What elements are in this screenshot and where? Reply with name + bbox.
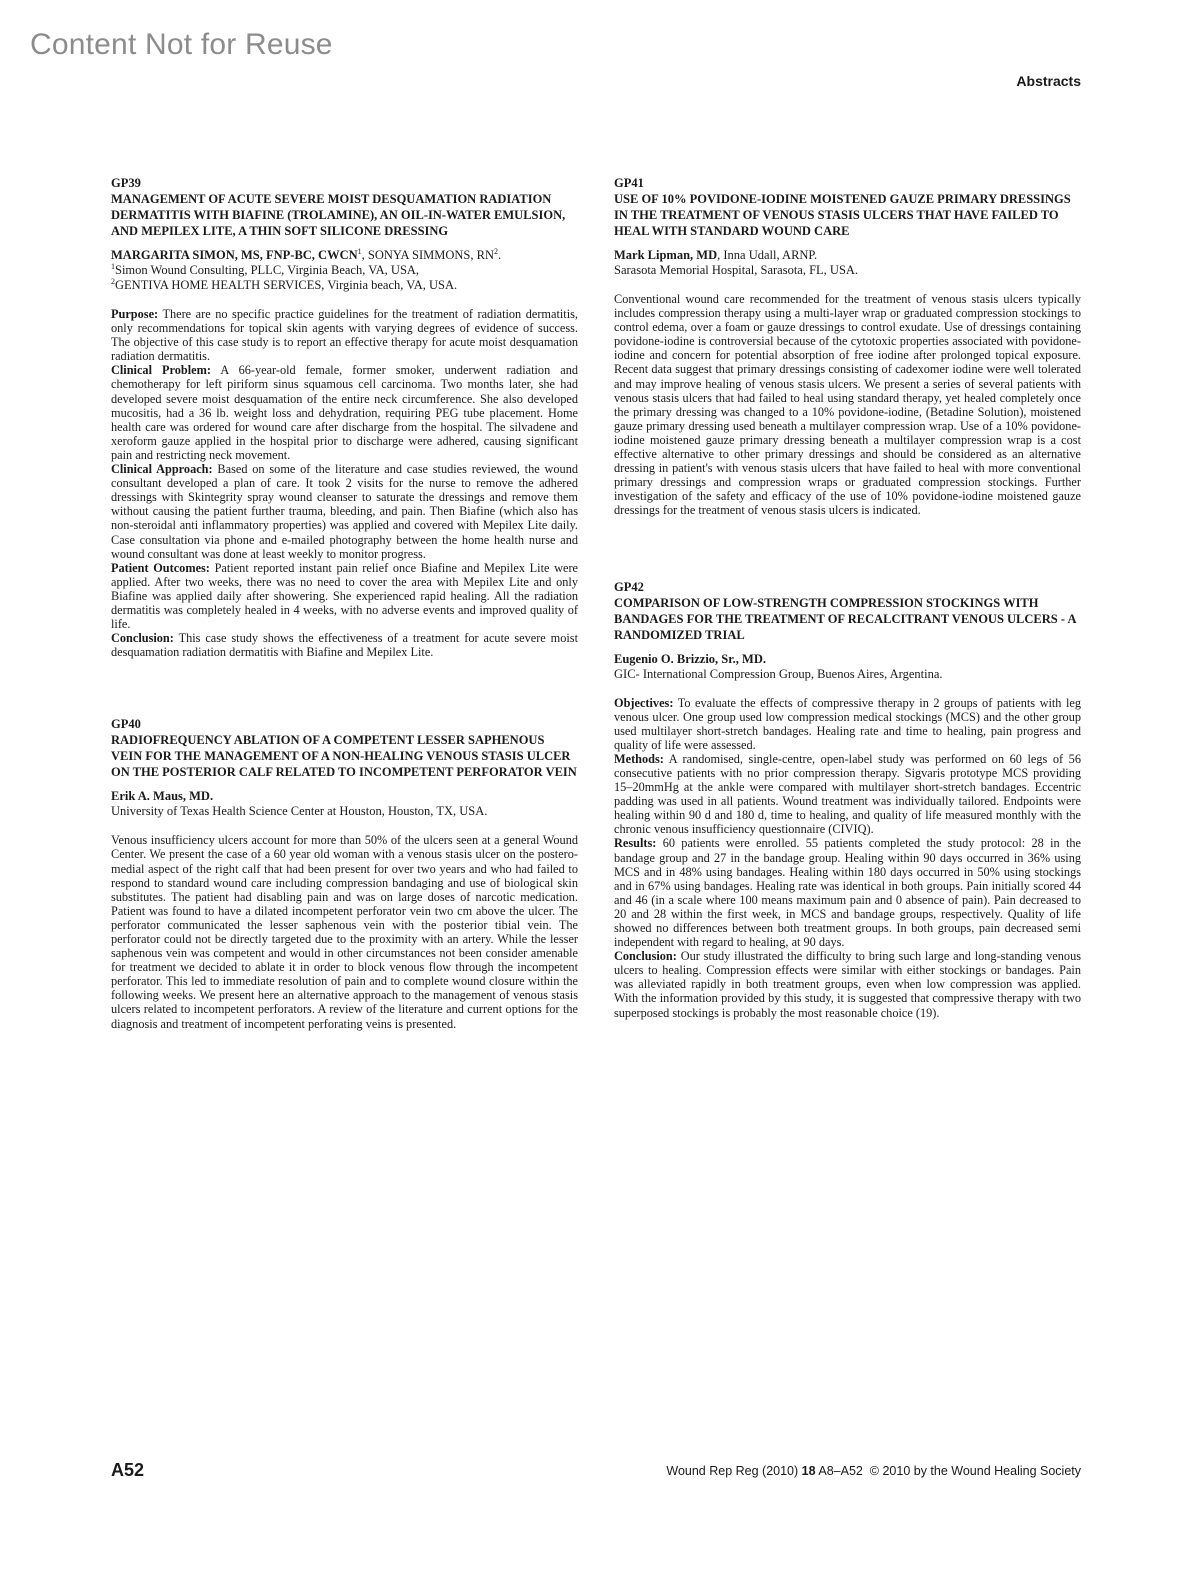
author-list <box>614 247 1081 263</box>
abstract-title: USE OF 10% POVIDONE-IODINE MOISTENED GAUZE PRIMARY DRESSINGS IN THE TREATMENT OF VENOUS STASIS ULCERS THAT HAVE FAILED TO HEAL WITH STANDARD WOUND CARE <box>614 192 1071 238</box>
section-label: Clinical Problem: <box>111 363 211 378</box>
author-list: MARGARITA SIMON, MS, FNP-BC, CWCN$^1$, SONYA SIMMONS, $RN^2$. <box>111 246 502 262</box>
affiliation: $^2$GENTIVA HOME HEALTH SERVICES, Virginia beach, VA, USA. <box>111 276 458 292</box>
right-column <box>614 176 1081 1020</box>
section-label: Patient Outcomes: <box>111 560 210 575</box>
author-list <box>614 651 1081 667</box>
abstract-body <box>111 833 578 1030</box>
section-text: Patient reported instant pain relief once Biafine and Mepilex Lite were applied. After two weeks, there was no need to cover the area with Mepilex Lite and only Biafine was applied daily after showering. She experienced rapid healing. All the radiation dermatitis was completely healed in 4 weeks, with no adverse events and improved quality of life. <box>111 560 578 632</box>
affiliation-marker: 1 <box>357 246 362 256</box>
abstract-gp41 <box>614 176 1081 518</box>
author-name: Mark Lipman, MD <box>614 248 718 262</box>
abstract-body <box>614 696 1081 1020</box>
abstract-gp39 <box>111 176 578 659</box>
section-label: Results: <box>614 836 657 851</box>
affiliation-marker: 2 <box>493 246 498 256</box>
abstract-gp40 <box>111 717 578 1030</box>
section-label: Objectives: <box>614 695 674 710</box>
section-text: There are no specific practice guidelines for the treatment of radiation dermatitis, only recommendations for topical skin agents with varying degrees of evidence of success. The objective of this case study is to report an effective therapy for acute moist desquamation radiation dermatitis. <box>111 307 578 364</box>
section-text: A 66-year-old female, former smoker, underwent radiation and chemotherapy for left piriform sinus squamous cell carcinoma. Two months later, she had developed severe moist desquamation of the entire neck circumference. She also developed mucositis, had a 36 lb. weight loss and dehydration, requiring PEG tube placement. Home health care was ordered for wound care after discharge from the hospital. The silvadene and xeroform gauze applied in the hospital prior to discharge were adhered, causing significant pain and restricting neck movement. <box>111 363 578 462</box>
affiliation: Sarasota Memorial Hospital, Sarasota, FL, USA. <box>614 263 859 277</box>
abstract-id: GP42 <box>614 579 644 594</box>
author-name: Eugenio O. Brizzio, Sr., MD. <box>614 651 766 666</box>
left-column <box>111 176 578 1031</box>
author-name: Erik A. Maus, MD. <box>111 789 214 804</box>
section-text: 60 patients were enrolled. 55 patients completed the study protocol: 28 in the bandage group and 27 in the bandage group. Healing within 90 days occurred in 36% using MCS and in 48% using bandages. Healing within 180 days occurred in 50% using stockings and in 67% using bandages. Healing rate was identical in both groups. Pain initially scored 44 and 46 (in a scale where 100 means maximum pain and 0 absence of pain). Pain decreased to 20 and 28 within the first week, in MCS and bandage groups, respectively. Quality of life showed no differences between both treatment groups. In both groups, pain decreased semi independent with regard to healing, at 90 days. <box>614 836 1082 950</box>
section-label: Purpose: <box>111 307 159 321</box>
section-label: Conclusion: <box>614 949 677 964</box>
section-text: This case study shows the effectiveness of a treatment for acute severe moist desquamation radiation dermatitis with Biafine and Mepilex Lite. <box>111 631 578 660</box>
author-name: , Inna Udall, ARNP. <box>717 248 818 262</box>
author-list <box>111 788 578 804</box>
section-text: Our study illustrated the difficulty to bring such large and long-standing venous ulcers to healing. Compression effects were similar with either stockings or bandages. Pain was alleviated rapidly in both treatment groups, even when low compression was applied. With the information provided by this study, it is suggested that compressive therapy with two superposed stockings is probably the most reasonable choice (19). <box>614 949 1081 1020</box>
section-header: Abstracts <box>1016 73 1081 89</box>
affiliation: University of Texas Health Science Center at Houston, Houston, TX, USA. <box>111 804 488 819</box>
abstract-title: COMPARISON OF LOW-STRENGTH COMPRESSION STOCKINGS WITH BANDAGES FOR THE TREATMENT OF RECALCITRANT VENOUS ULCERS - A RANDOMIZED TRIAL <box>614 595 1076 642</box>
section-label: Conclusion: <box>111 631 174 646</box>
abstract-gp42 <box>614 580 1081 1020</box>
abstract-title: RADIOFREQUENCY ABLATION OF A COMPETENT LESSER SAPHENOUS VEIN FOR THE MANAGEMENT OF A NON-HEALING VENOUS STASIS ULCER ON THE POSTERIOR CALF RELATED TO INCOMPETENT PERFORATOR VEIN <box>111 733 577 780</box>
journal-citation: Wound Rep Reg (2010) 18 A8–A52 © 2010 by the Wound Healing Society <box>666 1464 1081 1478</box>
section-text: Based on some of the literature and case studies reviewed, the wound consultant developed a plan of care. It took 2 visits for the nurse to remove the adhered dressings with Skintegrity spray wound cleanser to saturate the dressings and remove them without causing the patient further trauma, bleeding, and pain. Then Biafine (which also has non-steroidal anti inflammatory properties) was applied and covered with Mepilex Lite daily. Case consultation via phone and e-mailed photography between the home health nurse and wound consultant was done at least weekly to monitor progress. <box>111 462 578 561</box>
abstract-id: GP41 <box>614 176 644 190</box>
section-label: Methods: <box>614 751 664 766</box>
abstract-id: GP40 <box>111 717 141 732</box>
watermark: Content Not for Reuse <box>30 28 333 61</box>
abstract-id: GP39 <box>111 176 141 190</box>
abstract-title: MANAGEMENT OF ACUTE SEVERE MOIST DESQUAMATION RADIATION DERMATITIS WITH BIAFINE (TROLAMINE), AN OIL-IN-WATER EMULSION, AND MEPILEX LITE, A THIN SOFT SILICONE DRESSING <box>111 192 566 238</box>
affiliation: $^1$Simon Wound Consulting, PLLC, Virginia Beach, VA, USA, <box>111 261 420 277</box>
page-number: A52 <box>111 1460 145 1480</box>
section-text: Conventional wound care recommended for the treatment of venous stasis ulcers typically includes compression therapy using a multi-layer wrap or graduated compression stockings to control edema, over a foam or gauze dressings to control exudate. Use of dressings containing povidone-iodine is controversial because of the cytotoxic properties associated with povidone-iodine and concern for potential absorption of free iodine after prolonged topical exposure. Recent data suggest that primary dressings consisting of cadexomer iodine were well tolerated and may improve healing of venous stasis ulcers. We present a series of several patients with venous stasis ulcers that had failed to heal using standard therapy, yet healed completely once the primary dressing was changed to a 10% povidone-iodine, (Betadine Solution), moistened gauze primary dressing used beneath a multilayer compression wrap. Use of a 10% povidone-iodine moistened gauze primary dressing beneath a multilayer compression wrap is a cost effective alternative to other primary dressings and should be considered as an alternative dressing in patient's with venous stasis ulcers that have failed to heal with more conventional primary dressings and compression wraps or graduated compression stockings. Further investigation of the safety and efficacy of the use of 10% povidone-iodine moistened gauze dressings for the treatment of venous stasis ulcers is indicated. <box>614 292 1081 518</box>
section-text: A randomised, single-centre, open-label study was performed on 60 legs of 56 consecutive patients with no prior compression therapy. Sigvaris prototype MCS providing 15–20mmHg at the ankle were compared with multilayer short-stretch bandages. Eccentric padding was used in all patients. Wound treatment was individually tailored. Endpoints were healing within 90 d and 180 d, time to healing, and quality of life measured monthly with the chronic venous insufficiency questionnaire (CIVIQ). <box>614 751 1081 837</box>
affiliation: GIC- International Compression Group, Buenos Aires, Argentina. <box>614 666 943 681</box>
author-name: , SONYA SIMMONS, RN <box>361 248 494 262</box>
section-label: Clinical Approach: <box>111 462 213 477</box>
abstract-body <box>614 292 1081 518</box>
author-name: MARGARITA SIMON, MS, FNP-BC, CWCN <box>111 248 358 262</box>
abstract-body <box>111 307 578 659</box>
section-text: Venous insufficiency ulcers account for more than 50% of the ulcers seen at a general Wound Center. We present the case of a 60 year old woman with a venous stasis ulcer on the postero-medial aspect of the right calf that had been present for over two years and who had failed to respond to standard wound care including compression bandaging and use of biological skin substitutes. The patient had disabling pain and was on large doses of narcotic medication. Patient was found to have a dilated incompetent perforator vein two cm above the ulcer. The perforator communicated the lesser saphenous vein with the posterior tibial vein. The perforator could not be directly targeted due to the proximity with an artery. While the lesser saphenous vein was competent and would in other circumstances not been consider amenable for treatment we decided to ablate it in order to block venous flow through the incompetent perforator. This led to immediate resolution of pain and to complete wound closure within the following weeks. We present here an alternative approach to the management of venous stasis ulcers related to incompetent perforators. A review of the literature and current options for the diagnosis and treatment of incompetent perforating veins is presented. <box>111 833 578 1031</box>
section-text: To evaluate the effects of compressive therapy in 2 groups of patients with leg venous ulcer. One group used low compression medical stockings (MCS) and the other group used multilayer short-stretch bandages. Healing rate and time to healing, pain progress and quality of life were assessed. <box>614 695 1081 752</box>
